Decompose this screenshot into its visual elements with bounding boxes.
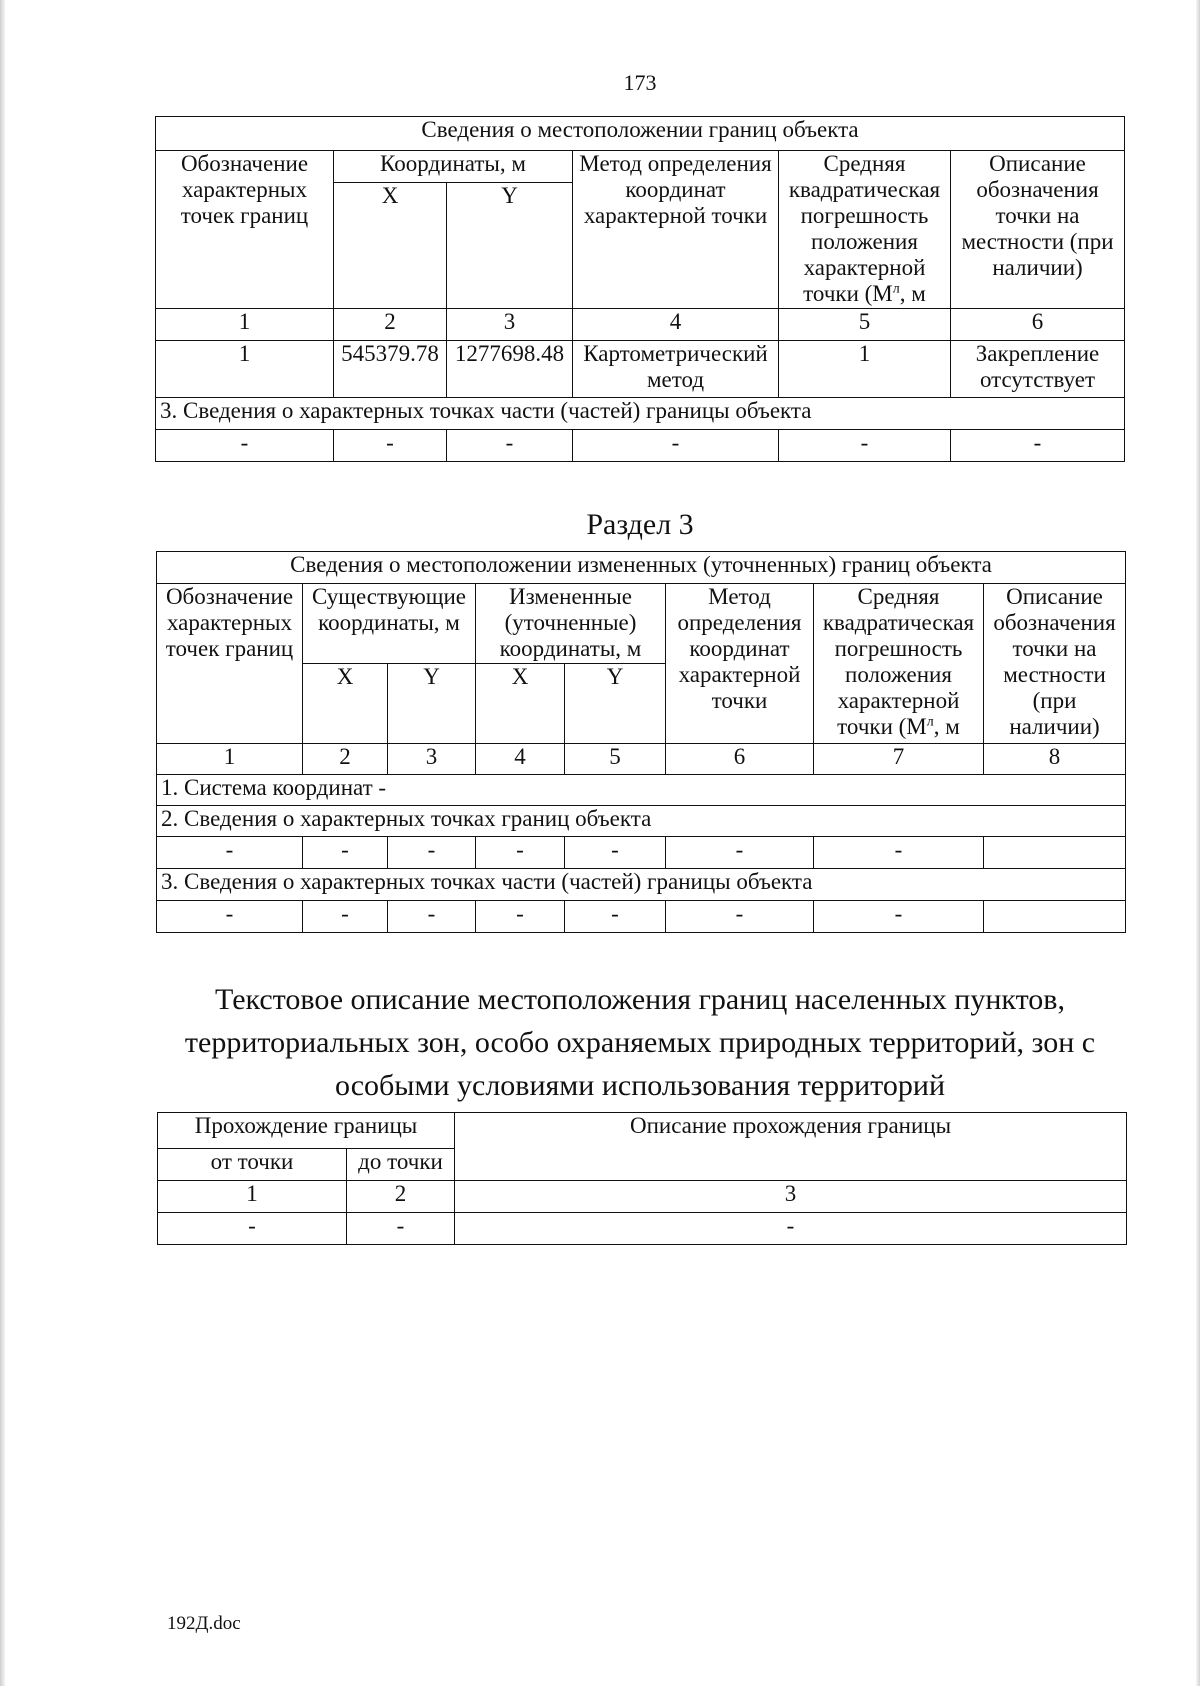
dash-cell: - [158, 1213, 347, 1245]
dash-cell: - [347, 1213, 455, 1245]
footer-filename: 192Д.doc [167, 1613, 241, 1634]
dash-cell: - [565, 901, 666, 933]
part-label: 3. Сведения о характерных точках части (частей) границы объекта [156, 398, 1125, 430]
page-edge-right [1196, 0, 1200, 1686]
header-error-sup: л [892, 281, 900, 297]
dash-cell [984, 901, 1126, 933]
dash-cell: - [455, 1213, 1127, 1245]
header-description: Описание обозначения точки на местности (при наличии) [984, 584, 1126, 744]
header-method: Метод определения координат характерной точки [666, 584, 814, 744]
header-error [814, 584, 984, 744]
dash-cell: - [814, 837, 984, 869]
header-error-unit: , м [899, 281, 926, 306]
header-x: X [303, 664, 388, 744]
col-number: 7 [814, 744, 984, 775]
cell-error: 1 [779, 341, 951, 398]
header-y: Y [447, 183, 573, 309]
dash-cell: - [156, 430, 334, 462]
dash-cell: - [388, 837, 476, 869]
part-label: 3. Сведения о характерных точках части (частей) границы объекта [157, 869, 1126, 901]
header-coordinates: Координаты, м [334, 151, 573, 183]
page-number: 173 [623, 70, 657, 95]
header-error-sup: л [926, 714, 934, 730]
dash-cell: - [666, 837, 814, 869]
dash-cell: - [951, 430, 1125, 462]
dash-cell [984, 837, 1126, 869]
table1-title: Сведения о местоположении границ объекта [156, 117, 1125, 151]
header-passage-description: Описание прохождения границы [455, 1113, 1127, 1181]
dash-cell: - [666, 901, 814, 933]
col-number: 8 [984, 744, 1126, 775]
col-number: 3 [447, 309, 573, 341]
dash-cell: - [476, 837, 565, 869]
points-label: 2. Сведения о характерных точках границ объекта [157, 806, 1126, 837]
cell-point: 1 [156, 341, 334, 398]
header-existing: Существующие координаты, м [303, 584, 476, 664]
col-number: 2 [303, 744, 388, 775]
dash-cell: - [303, 837, 388, 869]
col-number: 2 [347, 1181, 455, 1213]
header-passage: Прохождение границы [158, 1113, 455, 1149]
dash-cell: - [476, 901, 565, 933]
dash-cell: - [303, 901, 388, 933]
header-from-point: от точки [158, 1149, 347, 1181]
col-number: 1 [157, 744, 303, 775]
dash-cell: - [334, 430, 447, 462]
section-title: Раздел 3 [586, 508, 694, 541]
col-number: 1 [158, 1181, 347, 1213]
system-label: 1. Система координат - [157, 775, 1126, 806]
header-changed: Измененные (уточненные) координаты, м [476, 584, 666, 664]
header-designation: Обозначение характерных точек границ [156, 151, 334, 309]
cell-y: 1277698.48 [447, 341, 573, 398]
header-description: Описание обозначения точки на местности (при наличии) [951, 151, 1125, 309]
header-y: Y [565, 664, 666, 744]
dash-cell: - [157, 837, 303, 869]
col-number: 6 [666, 744, 814, 775]
col-number: 3 [455, 1181, 1127, 1213]
header-to-point: до точки [347, 1149, 455, 1181]
dash-cell: - [779, 430, 951, 462]
dash-cell: - [565, 837, 666, 869]
header-x: X [334, 183, 447, 309]
col-number: 4 [476, 744, 565, 775]
boundary-passage-table [157, 1112, 1127, 1245]
dash-cell: - [814, 901, 984, 933]
cell-method: Картометрический метод [573, 341, 779, 398]
header-y: Y [388, 664, 476, 744]
dash-cell: - [447, 430, 573, 462]
col-number: 3 [388, 744, 476, 775]
header-designation: Обозначение характерных точек границ [157, 584, 303, 744]
header-error-text: Средняя квадратическая погрешность положения характерной точки (М [822, 584, 975, 739]
header-error-unit: , м [933, 714, 960, 739]
col-number: 6 [951, 309, 1125, 341]
table2-title: Сведения о местоположении измененных (уточненных) границ объекта [157, 552, 1126, 584]
col-number: 1 [156, 309, 334, 341]
header-method: Метод определения координат характерной точки [573, 151, 779, 309]
header-error [779, 151, 951, 309]
dash-cell: - [573, 430, 779, 462]
col-number: 4 [573, 309, 779, 341]
header-x: X [476, 664, 565, 744]
header-error-text: Средняя квадратическая погрешность положения характерной точки (М [788, 151, 941, 306]
col-number: 5 [779, 309, 951, 341]
changed-boundary-table [156, 551, 1126, 933]
cell-x: 545379.78 [334, 341, 447, 398]
col-number: 5 [565, 744, 666, 775]
text-description-heading: Текстовое описание местоположения границ населенных пунктов, территориальных зон, особо охраняемых природных территорий, зон с особыми условиями использования территорий [184, 983, 1096, 1102]
dash-cell: - [388, 901, 476, 933]
cell-description: Закрепление отсутствует [951, 341, 1125, 398]
dash-cell: - [157, 901, 303, 933]
page-edge-left [0, 0, 5, 1686]
boundary-location-table [155, 116, 1125, 462]
col-number: 2 [334, 309, 447, 341]
